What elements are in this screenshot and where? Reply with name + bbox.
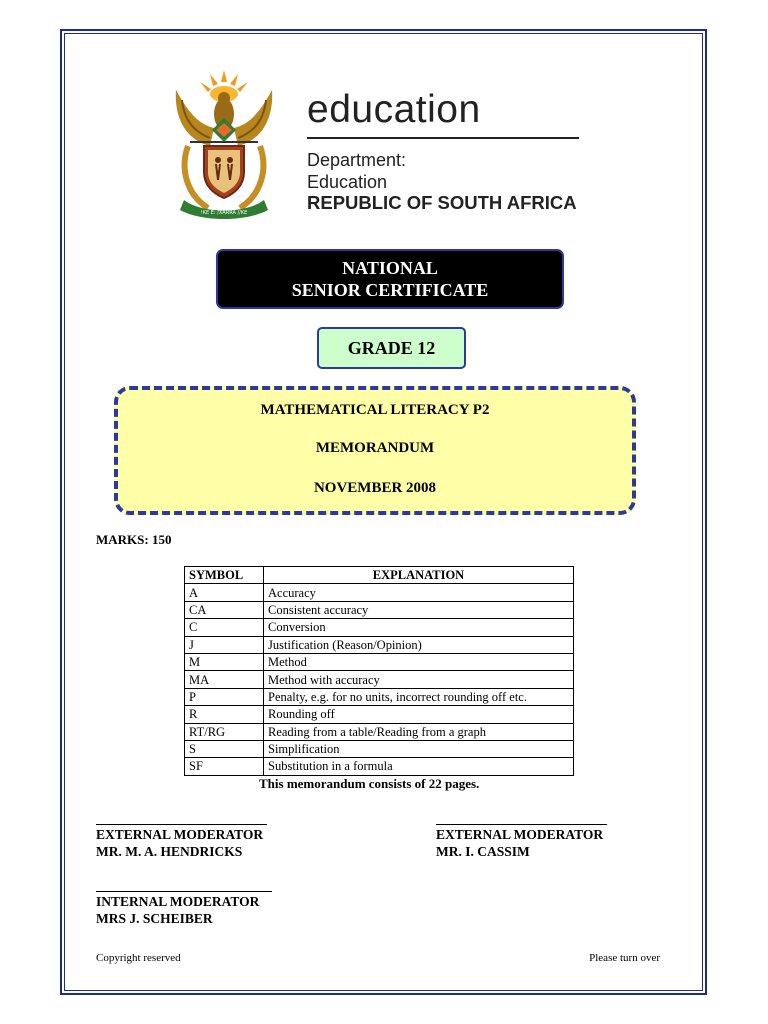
symbol-table-body	[185, 584, 574, 775]
symbol-cell: C	[185, 619, 264, 636]
signature-line-external-1	[96, 824, 267, 825]
symbol-cell: CA	[185, 601, 264, 618]
table-row	[185, 706, 574, 723]
table-row	[185, 758, 574, 775]
subject-title: MATHEMATICAL LITERACY P2	[260, 402, 490, 418]
certificate-banner	[216, 249, 564, 309]
table-row	[185, 671, 574, 688]
subject-type: MEMORANDUM	[315, 440, 435, 456]
page-count-note: This memorandum consists of 22 pages.	[259, 776, 480, 791]
symbol-cell: MA	[185, 671, 264, 688]
moderator-name: MR. M. A. HENDRICKS	[96, 844, 243, 859]
symbol-cell: RT/RG	[185, 723, 264, 740]
explanation-cell: Consistent accuracy	[264, 601, 574, 618]
explanation-cell: Method	[264, 653, 574, 670]
coat-of-arms-icon	[166, 68, 282, 220]
table-row	[185, 619, 574, 636]
footer-turn-over: Please turn over	[589, 952, 660, 964]
moderator-name: MR. I. CASSIM	[436, 844, 530, 859]
certificate-line-2: SENIOR CERTIFICATE	[291, 280, 489, 300]
table-row	[185, 584, 574, 601]
wordmark-underline	[307, 137, 579, 139]
subject-date: NOVEMBER 2008	[313, 480, 437, 496]
explanation-cell: Justification (Reason/Opinion)	[264, 636, 574, 653]
grade-badge: GRADE 12	[317, 327, 466, 369]
table-header-row	[185, 567, 574, 584]
explanation-cell: Rounding off	[264, 706, 574, 723]
explanation-cell: Accuracy	[264, 584, 574, 601]
explanation-cell: Reading from a table/Reading from a graph	[264, 723, 574, 740]
total-marks: MARKS: 150	[96, 532, 172, 547]
moderator-name: MRS J. SCHEIBER	[96, 911, 213, 926]
moderator-role: INTERNAL MODERATOR	[96, 894, 260, 909]
education-wordmark: education	[307, 88, 481, 131]
moderator-role: EXTERNAL MODERATOR	[96, 827, 264, 842]
external-moderator-1	[96, 826, 263, 860]
table-row	[185, 636, 574, 653]
explanation-cell: Substitution in a formula	[264, 758, 574, 775]
certificate-line-1: NATIONAL	[342, 258, 438, 278]
table-row	[185, 740, 574, 757]
explanation-cell: Penalty, e.g. for no units, incorrect rounding off etc.	[264, 688, 574, 705]
svg-text:!KE E: /XARRA //KE: !KE E: /XARRA //KE	[200, 210, 248, 216]
subject-box	[114, 386, 636, 515]
symbol-cell: P	[185, 688, 264, 705]
table-row	[185, 688, 574, 705]
dept-name: Education	[307, 172, 388, 192]
explanation-cell: Simplification	[264, 740, 574, 757]
signature-line-external-2	[436, 824, 607, 825]
moderator-role: EXTERNAL MODERATOR	[436, 827, 604, 842]
internal-moderator	[96, 893, 259, 927]
symbol-cell: J	[185, 636, 264, 653]
symbol-table	[184, 566, 574, 776]
symbol-cell: SF	[185, 758, 264, 775]
column-header-explanation: EXPLANATION	[264, 567, 574, 584]
explanation-cell: Conversion	[264, 619, 574, 636]
symbol-cell: R	[185, 706, 264, 723]
country-name: REPUBLIC OF SOUTH AFRICA	[307, 192, 577, 213]
table-row	[185, 653, 574, 670]
external-moderator-2	[436, 826, 603, 860]
signature-line-internal	[96, 891, 272, 892]
footer-copyright: Copyright reserved	[96, 952, 181, 964]
explanation-cell: Method with accuracy	[264, 671, 574, 688]
symbol-cell: S	[185, 740, 264, 757]
symbol-cell: A	[185, 584, 264, 601]
table-row	[185, 723, 574, 740]
table-row	[185, 601, 574, 618]
symbol-cell: M	[185, 653, 264, 670]
dept-label: Department:	[307, 150, 407, 170]
column-header-symbol: SYMBOL	[185, 567, 264, 584]
